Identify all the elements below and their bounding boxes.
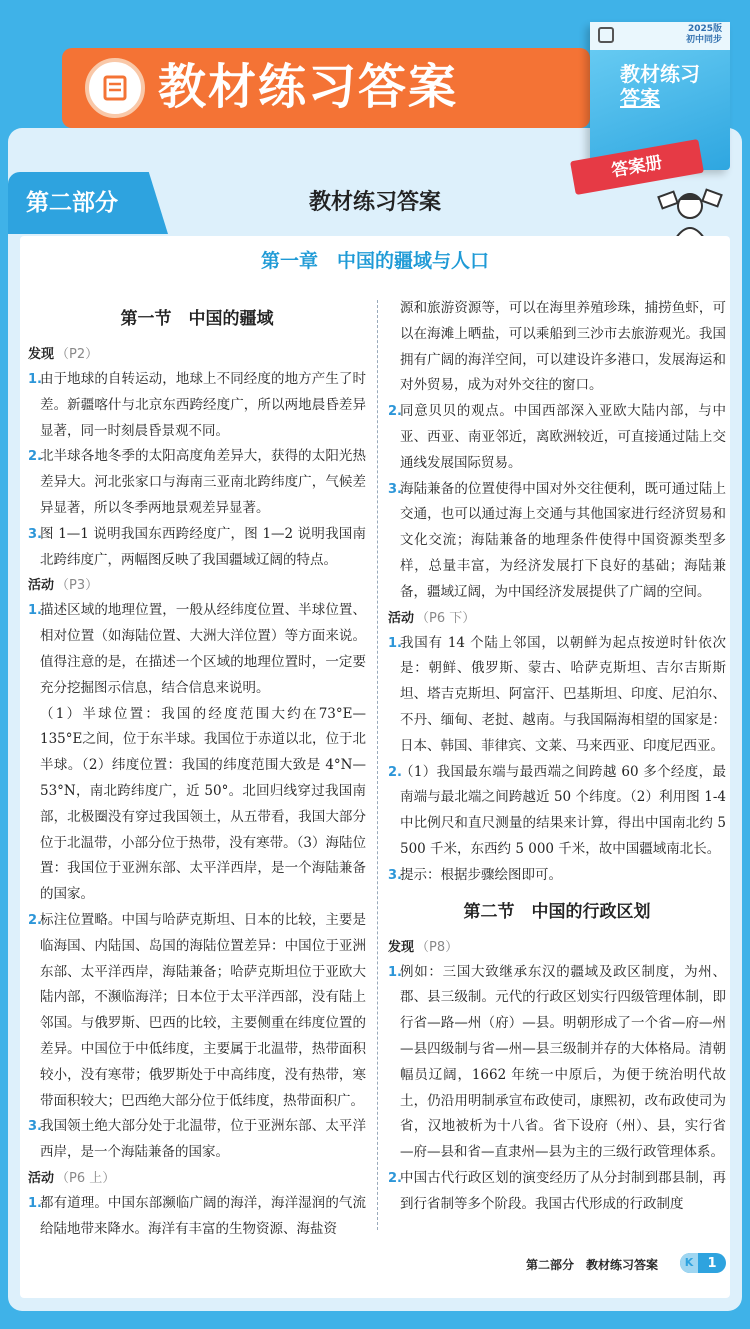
subsection-page-ref: （P6 下） xyxy=(416,610,476,626)
answer-item xyxy=(388,399,726,476)
answer-item xyxy=(28,598,366,701)
answer-number: 2. xyxy=(28,449,42,465)
answer-number: 2. xyxy=(388,404,402,420)
subsection-heading xyxy=(28,573,366,598)
answer-item xyxy=(28,522,366,574)
answer-number: 1. xyxy=(388,964,402,980)
answer-text: 描述区域的地理位置，一般从经纬度位置、半球位置、相对位置（如海陆位置、大洲大洋位置）等方面来说。值得注意的是，在描述一个区域的地理位置时，一定要充分挖掘图示信息，结合信息来说明。 xyxy=(40,602,366,696)
subsection-heading-label: 发现 xyxy=(388,939,415,955)
answer-text: 图 1—1 说明我国东西跨经度广，图 1—2 说明我国南北跨纬度广，两幅图反映了我国疆域辽阔的特点。 xyxy=(40,525,366,568)
page-badge xyxy=(680,1253,726,1273)
footer-label: 第二部分 教材练习答案 xyxy=(526,1258,659,1272)
subsection-heading xyxy=(28,342,366,367)
book-year-line1: 2025版 xyxy=(687,24,722,34)
right-column xyxy=(388,296,726,1218)
answer-number: 3. xyxy=(388,481,402,497)
subsection-heading-label: 活动 xyxy=(388,610,415,626)
answer-number: 1. xyxy=(28,1195,42,1211)
subsection-page-ref: （P6 上） xyxy=(56,1170,116,1186)
answer-text: 标注位置略。中国与哈萨克斯坦、日本的比较，主要是临海国、内陆国、岛国的海陆位置差异：中国位于亚洲东部、太平洋西岸，海陆兼备；哈萨克斯坦位于亚欧大陆内部，不濒临海洋；日本位于太平洋西部，没有陆上邻国。与俄罗斯、巴西的比较，主要侧重在纬度位置的差异。中国位于中低纬度，主要属于北温带，热带面积较小，没有寒带；俄罗斯处于中高纬度，没有热带，寒带面积较大；巴西绝大部分位于低纬度，热带面积广。 xyxy=(40,911,366,1109)
column-divider xyxy=(377,300,378,1230)
answer-paragraph: （1）半球位置：我国的经度范围大约在73°E—135°E之间，位于东半球。我国位于赤道以北，位于北半球。（2）纬度位置：我国的纬度范围大致是 4°N—53°N，南北跨纬度广，近 50°。北回归线穿过我国南部，北极圈没有穿过我国领土，从五带看，我国大部分位于北温带，小部分位于热带，没有寒带。（3）海陆位置：我国位于亚洲东部、太平洋西岸，是一个海陆兼备的国家。 xyxy=(40,705,366,903)
answer-item xyxy=(388,631,726,760)
answer-number: 3. xyxy=(388,867,402,883)
answer-number: 2. xyxy=(28,912,42,928)
section-title: 第二节 中国的行政区划 xyxy=(463,901,651,922)
chapter-title: 第一章 中国的疆域与人口 xyxy=(260,250,489,272)
book-title-line2: 答案 xyxy=(620,86,660,110)
answer-text: 提示：根据步骤绘图即可。 xyxy=(400,866,562,883)
subsection-heading xyxy=(28,1166,366,1191)
subsection-heading-label: 发现 xyxy=(28,347,55,362)
section-label: 第二部分 xyxy=(26,190,118,216)
answer-text: 北半球各地冬季的太阳高度角差异大，获得的太阳光热差异大。河北张家口与海南三亚南北跨纬度广，气候差异显著，所以冬季两地景观差异显著。 xyxy=(40,448,366,516)
left-column xyxy=(28,296,366,1243)
answer-number: 1. xyxy=(28,372,42,387)
answer-item xyxy=(388,1166,726,1218)
subsection-heading xyxy=(388,606,726,631)
subsection-heading-label: 活动 xyxy=(28,578,55,594)
subsection-heading xyxy=(388,935,726,960)
answer-text: 我国有 14 个陆上邻国，以朝鲜为起点按逆时针依次是：朝鲜、俄罗斯、蒙古、哈萨克斯坦、吉尔吉斯斯坦、塔吉克斯坦、阿富汗、巴基斯坦、印度、尼泊尔、不丹、缅甸、老挝、越南。与我国隔海相望的国家是：日本、韩国、菲律宾、文莱、马来西亚、印度尼西亚。 xyxy=(400,634,726,754)
answer-text: 例如：三国大致继承东汉的疆域及政区制度，为州、郡、县三级制。元代的行政区划实行四级管理体制，即行省—路—州（府）—县。明朝形成了一个省—府—州—县四级制与省—州—县三级制并存的大体格局。清朝幅员辽阔，1662 年统一中原后，为便于统治明代故土，仍沿用明制承宣布政使司，康熙初，改布政使司为省，汉地被析为十八省。省下设府（州）、县，实行省—府—县和省—直隶州—县为主的三级行政管理体系。 xyxy=(400,963,726,1161)
answer-text: 都有道理。中国东部濒临广阔的海洋，海洋湿润的气流给陆地带来降水。海洋有丰富的生物资源、海盐资 xyxy=(40,1194,366,1237)
book-year-line2: 初中同步 xyxy=(685,35,722,45)
answer-number: 3. xyxy=(28,526,42,542)
subsection-page-ref: （P3） xyxy=(56,578,99,594)
subsection-page-ref: （P8） xyxy=(416,939,459,955)
answer-number: 1. xyxy=(28,603,42,619)
answer-paragraph: 源和旅游资源等，可以在海里养殖珍珠，捕捞鱼虾，可以在海滩上晒盐，可以乘船到三沙市去旅游观光。我国拥有广阔的海洋空间，可以建设许多港口，发展海运和对外贸易，成为对外交往的窗口。 xyxy=(400,300,726,394)
answer-number: 3. xyxy=(28,1119,42,1135)
answer-item xyxy=(28,1114,366,1166)
book-year xyxy=(686,24,722,46)
book-circle-icon xyxy=(85,58,145,118)
answer-item xyxy=(388,760,726,863)
banner-title: 教材练习答案 xyxy=(158,59,459,115)
answer-text: 由于地球的自转运动，地球上不同经度的地方产生了时差。新疆喀什与北京东西跨经度广，所以两地晨昏差异显著，同一时刻晨昏景观不同。 xyxy=(40,371,366,439)
answer-item xyxy=(388,863,726,889)
answer-number: 2. xyxy=(388,764,402,780)
answer-text: 同意贝贝的观点。中国西部深入亚欧大陆内部，与中亚、西亚、南亚邻近，离欧洲较近，可直接通过陆上交通线发展国际贸易。 xyxy=(400,403,726,471)
subsection-heading-label: 活动 xyxy=(28,1170,55,1186)
page-title: 教材练习答案 xyxy=(308,190,441,215)
answer-text: 海陆兼备的位置使得中国对外交往便利，既可通过陆上交通，也可以通过海上交通与其他国家进行经济贸易和文化交流；海陆兼备的地理条件使得中国资源类型多样，总量丰富，为经济发展打下良好的基础；海陆兼备，疆域辽阔，为中国经济发展提供了广阔的空间。 xyxy=(400,480,726,600)
badge-letter: K xyxy=(680,1253,698,1273)
student-illustration-icon xyxy=(650,180,728,240)
book-logo-icon xyxy=(598,27,614,43)
book-title-line1: 教材练习 xyxy=(620,62,700,86)
answer-item xyxy=(28,908,366,1114)
answer-text: 中国古代行政区划的演变经历了从分封制到郡县制，再到行省制等多个阶段。我国古代形成的行政制度 xyxy=(400,1169,726,1212)
page-number: 1 xyxy=(707,1255,717,1271)
answer-item xyxy=(28,1191,366,1243)
answer-item xyxy=(28,444,366,521)
answer-number: 1. xyxy=(388,635,402,651)
book-title xyxy=(620,62,700,110)
answer-text: （1）我国最东端与最西端之间跨越 60 多个经度，最南端与最北端之间跨越近 50 个纬度。（2）利用图 1-4 中比例尺和直尺测量的结果来计算，得出中国南北约 5 500 千米，东西约 5 000 千米，故中国疆域南北长。 xyxy=(400,763,726,857)
answer-ribbon: 答案册 xyxy=(570,139,704,195)
answer-item xyxy=(388,960,726,1166)
answer-number: 2. xyxy=(388,1170,402,1186)
answer-text: 我国领土绝大部分处于北温带，位于亚洲东部、太平洋西岸，是一个海陆兼备的国家。 xyxy=(40,1118,366,1161)
section-title: 第一节 中国的疆域 xyxy=(120,309,274,329)
answer-item xyxy=(388,477,726,606)
answer-item xyxy=(28,367,366,444)
subsection-page-ref: （P2） xyxy=(56,347,99,362)
